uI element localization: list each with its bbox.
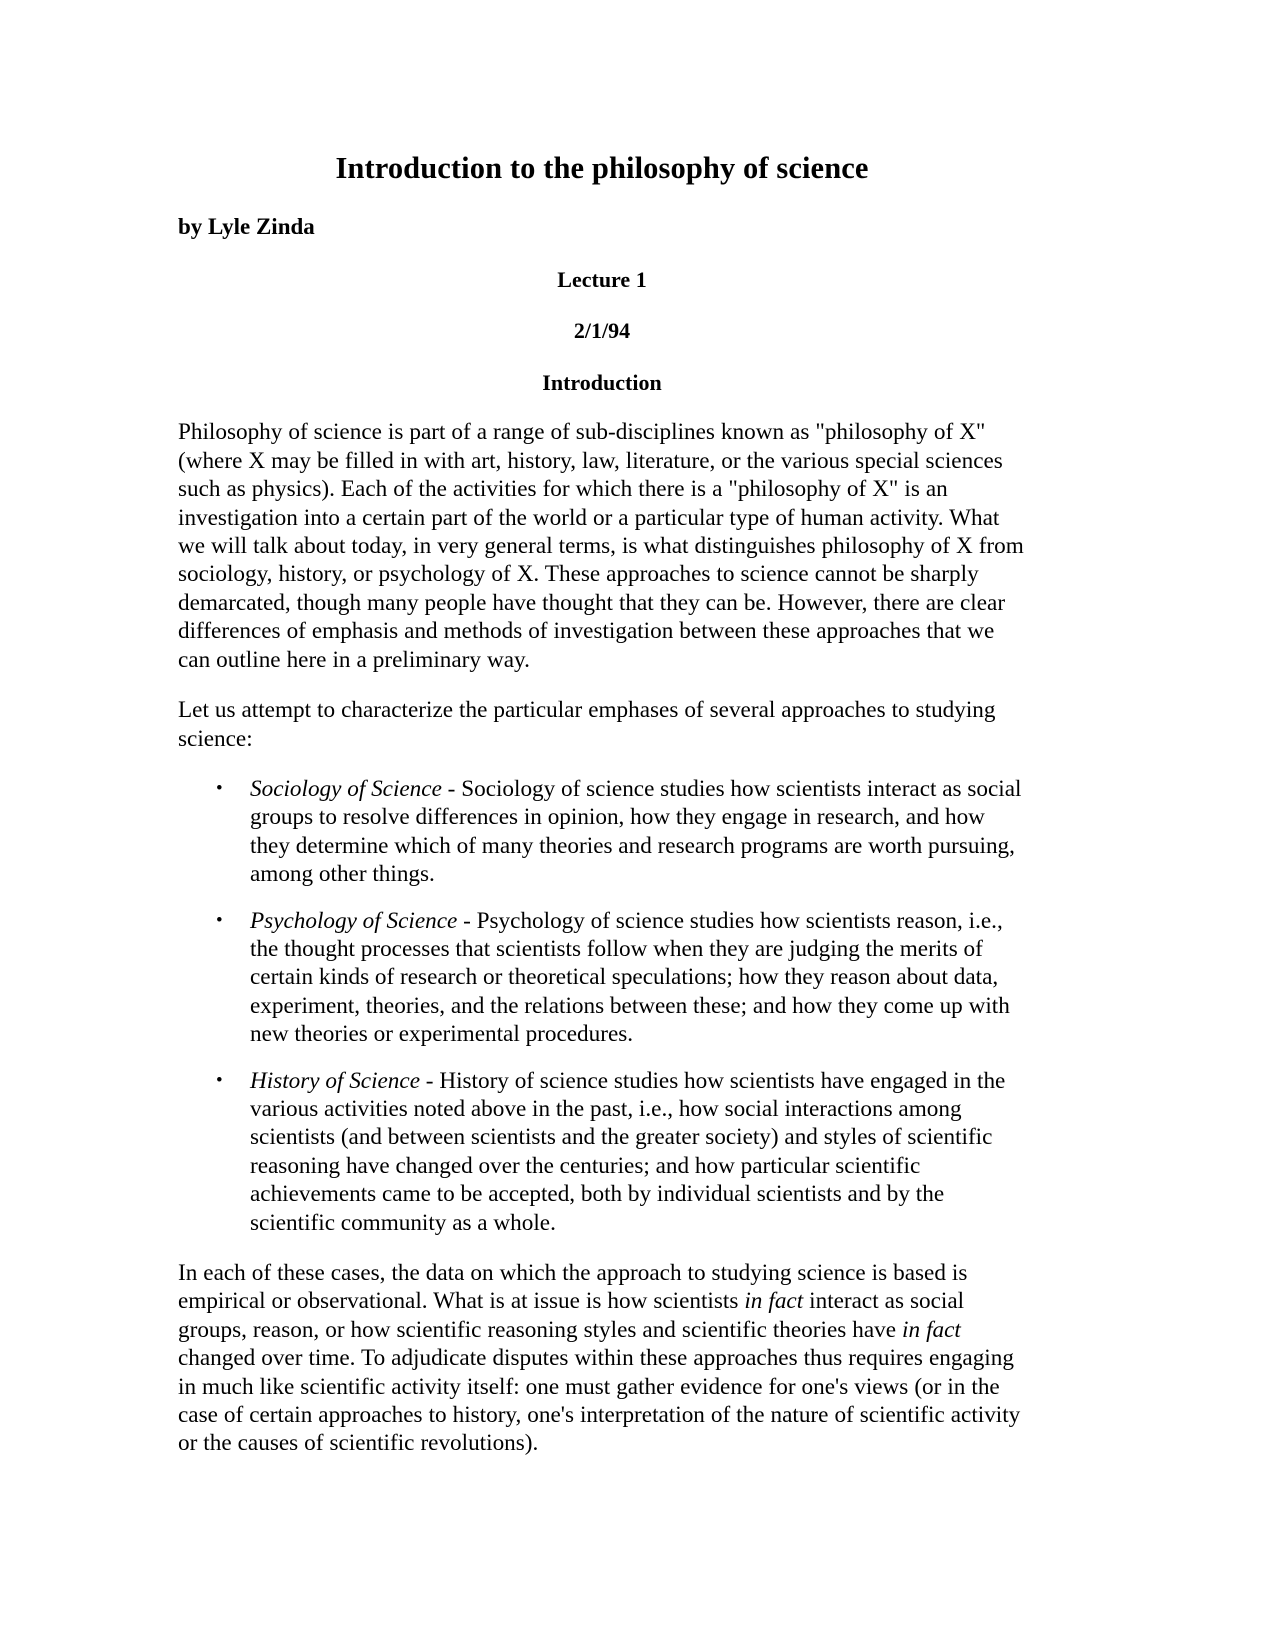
list-item-dash: - (420, 1067, 440, 1094)
author-byline: by Lyle Zinda (178, 214, 315, 240)
list-item-dash: - (441, 775, 462, 802)
bullet-icon: • (216, 777, 223, 799)
list-item (178, 889, 1026, 1049)
lecture-date: 2/1/94 (573, 318, 631, 344)
list-item-text: History of science studies how scientists have engaged in the various activities noted above in the past, i.e., how social interactions among scientists (and between scientists and the greater society) and styles of scientific reasoning have changed over the centuries; and how particular scientific achievements came to be accepted, both by individual scientists and by the scientific community as a whole. (250, 1067, 1006, 1236)
lecture-number: Lecture 1 (557, 266, 647, 292)
closing-emphasis-2: in fact (902, 1316, 961, 1343)
closing-text-part-3: changed over time. To adjudicate disputes within these approaches thus requires engaging in much like scientific activity itself: one must gather evidence for one's views (or in the case of certain approaches to history, one's interpretation of the nature of scientific activity or the causes of scientific revolutions). (178, 1345, 1021, 1457)
list-item (178, 769, 1026, 889)
document-content (178, 0, 1026, 1458)
bullet-icon: • (216, 909, 223, 931)
list-item-term: Sociology of Science (250, 775, 442, 802)
paragraph-lead-in: Let us attempt to characterize the particular emphases of several approaches to studying science: (178, 697, 996, 752)
closing-text-part-1: In each of these cases, the data on which the approach to studying science is based is empirical or observational. What is at issue is how scientists (178, 1260, 968, 1315)
list-item (178, 1049, 1026, 1237)
list-item-text: Psychology of science studies how scientists reason, i.e., the thought processes that scientists follow when they are judging the merits of certain kinds of research or theoretical speculations; how they reason about data, experiment, theories, and the relations between these; and how they come up with new theories or experimental procedures. (250, 907, 1010, 1048)
list-item-term: History of Science (250, 1067, 420, 1094)
list-item-text: Sociology of science studies how scientists interact as social groups to resolve differences in opinion, how they engage in research, and how they determine which of many theories and research programs are worth pursuing, among other things. (250, 775, 1022, 888)
approaches-list (178, 753, 1026, 1237)
section-heading-introduction: Introduction (542, 369, 662, 395)
paragraph-intro: Philosophy of science is part of a range of sub-disciplines known as "philosophy of X" (where X may be filled in with art, history, law, literature, or the various special sciences such as physics). Each of the activities for which there is a "philosophy of X" is an investigation into a certain part of the world or a particular type of human activity. What we will talk about today, in very general terms, is what distinguishes philosophy of X from sociology, history, or psychology of X. These approaches to science cannot be sharply demarcated, though many people have thought that they can be. However, there are clear differences of emphasis and methods of investigation between these approaches that we can outline here in a preliminary way. (178, 419, 1024, 673)
list-item-term: Psychology of Science (250, 907, 458, 934)
closing-emphasis-1: in fact (744, 1288, 804, 1315)
list-item-dash: - (457, 907, 477, 934)
paragraph-closing (178, 1237, 1026, 1458)
page-title: Introduction to the philosophy of science (335, 151, 869, 185)
bullet-icon: • (216, 1069, 223, 1091)
closing-text-part-2: interact as social groups, reason, or how scientific reasoning styles and scientific theories have (178, 1288, 965, 1343)
